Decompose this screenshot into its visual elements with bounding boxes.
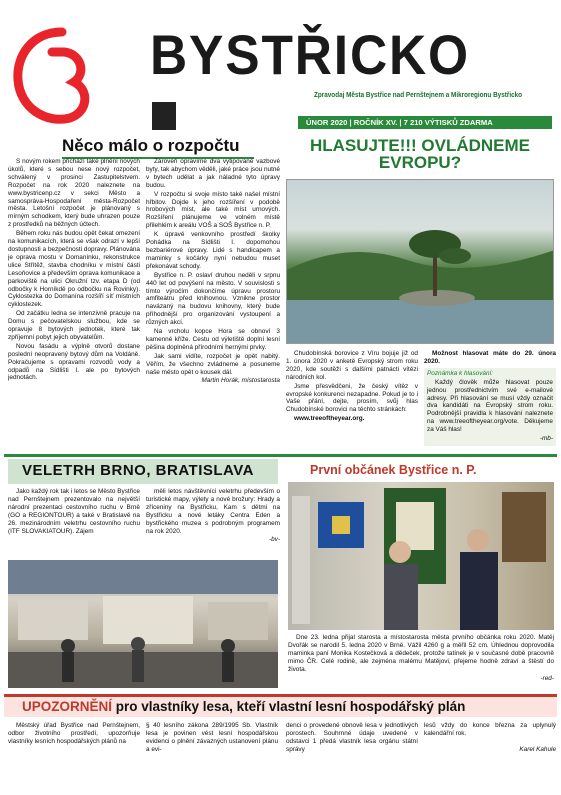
citizen-heading: První občánek Bystřice n. P.	[310, 463, 477, 477]
fair-photo-illustration	[8, 560, 278, 688]
vote-link[interactable]: www.treeoftheyear.org.	[294, 415, 365, 423]
forest-heading-accent: UPOZORNĚNÍ	[22, 699, 113, 714]
fair-column-2	[146, 488, 280, 560]
forest-column-3	[286, 722, 418, 792]
vote-note-box	[424, 368, 556, 446]
paragraph: Jako každý rok tak i letos se Město Bystřice nad Pernštejnem prezentovalo na největší národní prezentaci cestovního ruchu v Brně (GO a REGIONTOUR) a také v Bratislavě na 26. mezinárodním veletrhu cestovního ruchu (ITF SLOVAKIATOUR). Zájem	[8, 488, 140, 535]
signature: Karel Kahule	[519, 745, 556, 753]
paragraph: Zároveň opravíme dva vytipované vazbové byty, tak abychom věděli, jaké práce jsou nutné v bytech udělat a jak náladné tyto úpravy budou.	[146, 158, 280, 189]
paragraph: § 40 lesního zákona 289/1995 Sb. Vlastník lesa je povinen vést lesní hospodářskou evidenci o plnění závazných ustanovení plánu a evi-	[146, 722, 278, 753]
forest-heading-rest: pro vlastníky lesa, kteří vlastní lesní hospodářský plán	[112, 699, 466, 714]
forest-column-1	[8, 722, 140, 792]
paragraph: Novou fasádu a výplně otvorů dostane poslední neopravený bytový dům na Voldáně. Pokračujeme s opravami rozvodů vody a odpadů na Sídlišti I. ale po bytových jednotách.	[8, 342, 140, 382]
paragraph: Během roku nás budou opět čekat omezení na komunikacích, která se však odrazí v lepší dostupnosti a bezpečnosti dopravy. Plánována je oprava mostu v Domanínku, rekonstrukce ulice Střítěž, stavba chodníku v místní části Lesoňovice a především oprava komunikace a parkoviště na ulici Okružní tzv. etapa D (od odbočky k Horníkdě po odbočku na Rovinky). Cyklostezka do Domanína rozšíří síť místních cyklostezek.	[8, 230, 140, 309]
paragraph: S novým rokem přichází také plnění nových úkolů, které s sebou nese nový rozpočet, schválený v prosinci Zastupitelstvem. Rozpočet na rok 2020 naleznete na www.bystricenp.cz v sekci Město a samospráva-Hospodaření města-Rozpočet města. Letošní rozpočet je plánovaný s mírným schodkem, který bude uhrazen pouze z prostředků na běžných účtech.	[8, 158, 140, 229]
vote-heading: HLASUJTE!!! OVLÁDNEME EVROPU?	[309, 136, 531, 172]
masthead-title: BYSTŘICKO	[150, 23, 470, 86]
paragraph: měli letos návštěvníci veletrhu především o turistické mapy, výlety a nové brožury: Hrady a zříceniny na Bystřicku, Kam s dětmi na Bystřicku a nové letáky Centra Eden a bystřického muzea s podrobným programem na rok 2020.	[146, 488, 280, 535]
section-divider	[4, 454, 557, 457]
signature: -red-	[540, 674, 554, 682]
city-logo-icon	[12, 26, 90, 126]
masthead-subtitle: Zpravodaj Města Bystřice nad Pernštejnem a Mikroregionu Bystřicko	[314, 90, 523, 99]
paragraph: K úpravě venkovního prostředí školky Pohádka na Sídlišti I. dopomohou bezbariérové úpravy. Lidé s handicapem a maminky s kočárky nyní nebudou muset překonávat schody.	[146, 231, 280, 270]
paragraph: Bystřice n. P. oslaví druhou neděli v srpnu 440 let od povýšení na město. V souvislosti s tímto výročím dokončíme úpravu prostoru amfiteátru před knihovnou. Vznikne prostor navázaný na budovu knihovny, který bude příhodnější pro organizování vystoupení a různých akcí.	[146, 271, 280, 327]
signature: -bv-	[268, 536, 280, 544]
fair-heading: VELETRH BRNO, BRATISLAVA	[8, 459, 278, 484]
paragraph: Dne 23. ledna přijal starosta a místostarosta města prvního občánka roku 2020. Matěj Dvořák se narodil 5. ledna 2020 v Brně. Vážil 4260 g a měřil 52 cm. Úhlednou doprovodila maminka paní Monika Kostečková a dědeček, protože tatínek je v současné době pracovně mimo ČR. Celé rodině, ale zejména malému Matějovi, přejeme hodně zdraví a štěstí do života.	[288, 634, 554, 673]
fair-column-1	[8, 488, 140, 554]
forest-heading	[4, 697, 557, 717]
paragraph: Chudobínská borovice z Víru bojuje již od 1. února 2020 v anketě Evropský strom roku 2020, kde soutěží s dalšími patnácti vítězi národních kol.	[286, 350, 418, 381]
paragraph: Na vrcholu kopce Hora se obnoví 3 kamenné kříže. Cestu od výletiště doplní lesní pěšina doplněná přírodními hernými prvky.	[146, 328, 280, 351]
citizen-photo-illustration	[288, 482, 554, 630]
paragraph: Od začátku ledna se intenzivně pracuje na Domu s pečovatelskou službou, kde se opravuje 8 bytových jednotek, které tak zpříjemní pobyt jejich obyvatelům.	[8, 310, 140, 341]
fair-photo	[8, 560, 278, 688]
paragraph: denci o provedené obnově lesa v jednotlivých porostech. Souhrnné údaje uvedené v odstavci 1 předá vlastník lesa orgánu státní správy	[286, 722, 418, 753]
citizen-photo	[288, 482, 554, 630]
issue-info-bar: ÚNOR 2020 | ROČNÍK XV. | 7 210 VÝTISKŮ ZDARMA	[298, 116, 552, 129]
signature: Martin Horák, místostarosta	[201, 377, 280, 385]
vote-note-title: Poznámka k hlasování:	[427, 369, 494, 377]
qr-code-icon[interactable]	[152, 102, 176, 130]
forest-column-4	[424, 722, 556, 792]
paragraph: Jsme přesvědčeni, že český vítěz v evropské konkurenci nezapadne. Pokud je to i Vaše přání, dejte, prosím, svůj hlas Chudobínské borovici na těchto stránkách:	[286, 382, 418, 414]
tree-photo	[286, 179, 554, 344]
tree-photo-illustration	[287, 180, 554, 344]
vote-note-text: Každý člověk může hlasovat pouze jednou prostřednictvím své e-mailové adresy. Při hlasování se musí vždy označit dva kandidáti na Evropský strom roku. Podrobnější pravidla k hlasování naleznete na www.treeoftheyear.org/vote. Děkujeme za Váš hlas!	[427, 378, 553, 434]
citizen-caption	[288, 634, 554, 690]
vote-column-2	[424, 350, 556, 450]
vote-deadline: Možnost hlasovat máte do 29. února 2020.	[424, 350, 556, 365]
budget-heading: Něco málo o rozpočtu	[62, 136, 254, 159]
budget-column-1	[8, 158, 140, 448]
paragraph: lesů vždy do konce března za uplynulý kalendářní rok.	[424, 722, 556, 737]
paragraph: Jak sami vidíte, rozpočet je opět nabitý. Věřím, že všechno zvládneme a posuneme naše město opět o kousek dál.	[146, 352, 280, 376]
forest-column-2	[146, 722, 278, 792]
signature: -mb-	[539, 435, 553, 443]
vote-column-1	[286, 350, 418, 450]
paragraph: Městský úřad Bystřice nad Pernštejnem, odbor životního prostředí, upozorňuje vlastníky lesních hospodářských plánů na	[8, 722, 140, 745]
paragraph: V rozpočtu si svoje místo také našel místní hřbitov. Dojde k jeho rozšíření v podobě hrobových míst, ale také míst urnových. Rozšíření plánujeme ve volném místě přilehlém k areálu VOŠ a SOŠ Bystřice n. P.	[146, 190, 280, 230]
budget-column-2	[146, 158, 280, 448]
